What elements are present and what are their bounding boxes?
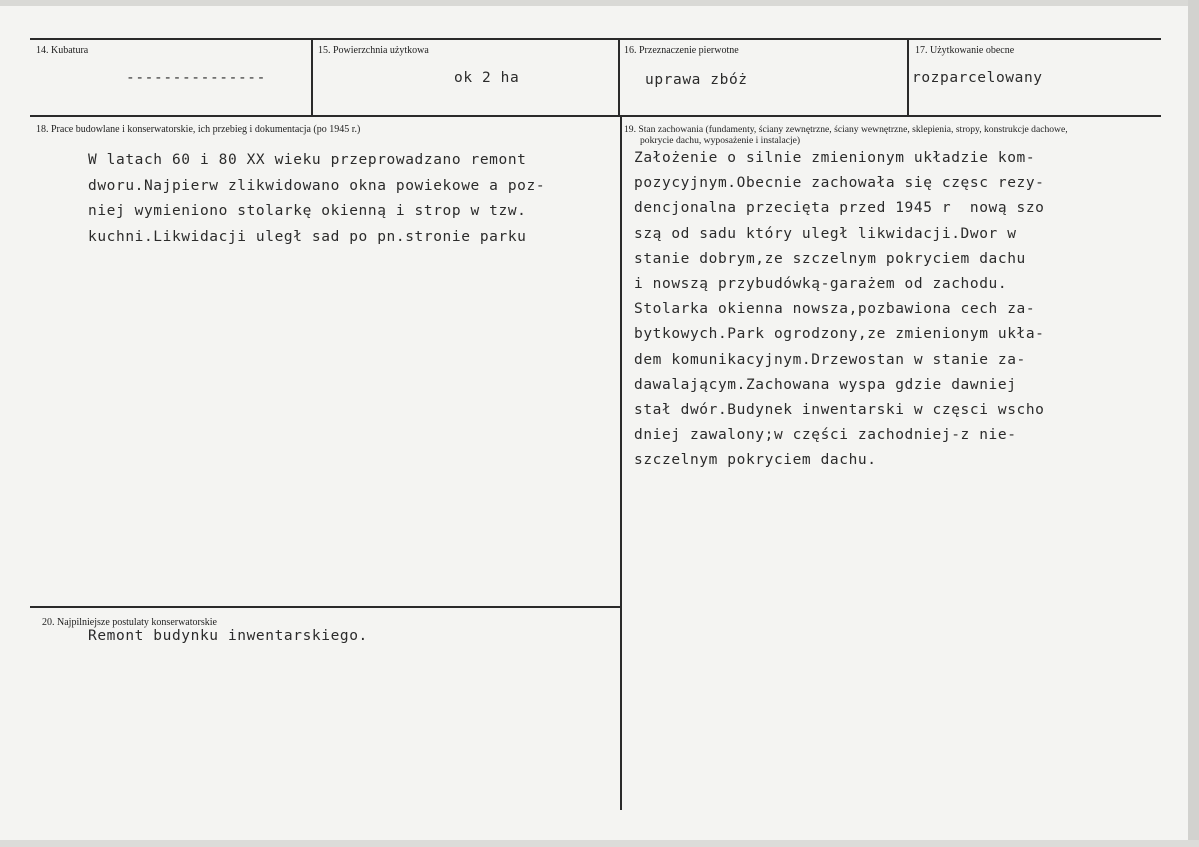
- field-17-value: rozparcelowany: [912, 70, 1043, 86]
- field-15-label: 15. Powierzchnia użytkowa: [318, 45, 429, 56]
- top-rule: [30, 38, 1161, 40]
- field-18-text: [88, 148, 545, 250]
- field-19-line: pozycyjnym.Obecnie zachowała się częsc rezy-: [634, 175, 1045, 192]
- field-19-line: dniej zawalony;w części zachodniej-z nie-: [634, 427, 1017, 444]
- col1-divider: [311, 38, 313, 116]
- field-19-line: szczelnym pokryciem dachu.: [634, 452, 877, 469]
- field-19-label-line2: pokrycie dachu, wyposażenie i instalacje): [640, 135, 801, 146]
- field-16-value: uprawa zbóż: [645, 72, 748, 88]
- field-20-value: Remont budynku inwentarskiego.: [88, 628, 368, 644]
- field-19-line: dem komunikacyjnym.Drzewostan w stanie za-: [634, 351, 1026, 368]
- field-19-line: Założenie o silnie zmienionym układzie kom-: [634, 150, 1036, 166]
- row3-rule: [30, 606, 622, 608]
- center-divider: [620, 116, 622, 810]
- field-19-text: [634, 146, 1045, 474]
- field-16-label: 16. Przeznaczenie pierwotne: [624, 45, 739, 56]
- field-19-line: dawalającym.Zachowana wyspa gdzie dawniej: [634, 376, 1017, 393]
- field-19-line: bytkowych.Park ogrodzony,ze zmienionym ukła-: [634, 326, 1045, 343]
- col2-divider: [618, 38, 620, 116]
- field-19-line: stał dwór.Budynek inwentarski w częsci wscho: [634, 402, 1045, 419]
- field-18-line: niej wymieniono stolarkę okienną i strop w tzw.: [88, 203, 527, 219]
- field-19-label-line1: 19. Stan zachowania (fundamenty, ściany zewnętrzne, ściany wewnętrzne, sklepienia, stropy, konstrukcje dachowe,: [624, 124, 1068, 135]
- field-15-value: ok 2 ha: [454, 70, 520, 86]
- field-19-line: Stolarka okienna nowsza,pozbawiona cech za-: [634, 301, 1036, 318]
- field-18-line: dworu.Najpierw zlikwidowano okna powiekowe a poz-: [88, 177, 546, 194]
- field-14-label: 14. Kubatura: [36, 45, 89, 56]
- row1-bottom-rule: [30, 115, 1161, 117]
- card-top-edge: [0, 0, 1199, 6]
- field-19-line: dencjonalna przecięta przed 1945 r nową szo: [634, 200, 1045, 217]
- col3-divider: [907, 38, 909, 116]
- card-bottom-edge: [0, 840, 1199, 847]
- field-19-line: stanie dobrym,ze szczelnym pokryciem dachu: [634, 250, 1026, 267]
- field-19-label: [624, 124, 1164, 146]
- field-18-line: kuchni.Likwidacji uległ sad po pn.stronie parku: [88, 228, 527, 245]
- field-17-label: 17. Użytkowanie obecne: [915, 45, 1015, 56]
- field-19-line: i nowszą przybudówką-garażem od zachodu.: [634, 276, 1008, 293]
- field-18-label: 18. Prace budowlane i konserwatorskie, ich przebieg i dokumentacja (po 1945 r.): [36, 124, 361, 135]
- field-20-label: 20. Najpilniejsze postulaty konserwatorskie: [42, 617, 217, 628]
- card-right-edge: [1188, 0, 1199, 847]
- field-19-line: szą od sadu który uległ likwidacji.Dwor w: [634, 225, 1017, 242]
- field-18-line: W latach 60 i 80 XX wieku przeprowadzano remont: [88, 152, 527, 168]
- field-14-value: ---------------: [126, 70, 266, 86]
